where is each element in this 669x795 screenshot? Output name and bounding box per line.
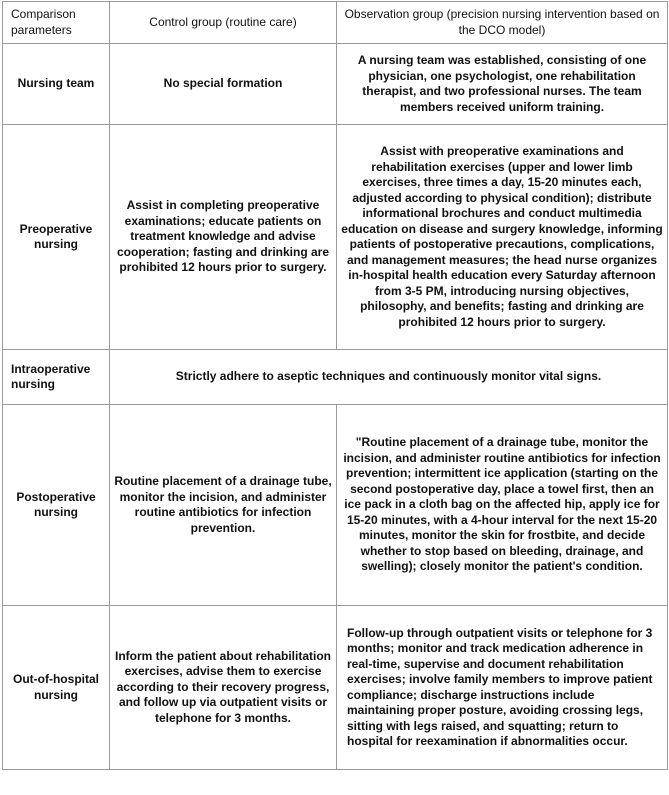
row-param-out-of-hospital: Out-of-hospital nursing: [3, 606, 110, 770]
comparison-table: [2, 1, 668, 770]
table-row: [3, 606, 668, 770]
table-row: [3, 405, 668, 606]
control-cell: Assist in completing preoperative examinations; educate patients on treatment knowledge and advise cooperation; fasting and drinking are prohibited 12 hours prior to surgery.: [110, 125, 337, 350]
row-param-nursing-team: Nursing team: [3, 44, 110, 125]
observation-cell: Assist with preoperative examinations and rehabilitation exercises (upper and lower limb exercises, three times a day, 15-20 minutes each, adjusted according to physical condition); distribute informational brochures and conduct multimedia education on disease and surgery knowledge, informing patients of postoperative precautions, complications, and management measures; the head nurse organizes in-hospital health education every Saturday afternoon from 3-5 PM, introducing nursing objectives, philosophy, and benefits; fasting and drinking are prohibited 12 hours prior to surgery.: [337, 125, 668, 350]
observation-cell: Follow-up through outpatient visits or telephone for 3 months; monitor and track medication adherence in real-time, supervise and document rehabilitation exercises; involve family members to improve patient compliance; discharge instructions include maintaining proper posture, avoiding crossing legs, sitting with legs raised, and squatting; return to hospital for reexamination if abnormalities occur.: [337, 606, 668, 770]
merged-cell: Strictly adhere to aseptic techniques and continuously monitor vital signs.: [110, 350, 668, 405]
observation-cell: "Routine placement of a drainage tube, monitor the incision, and administer routine antibiotics for infection prevention; intermittent ice application (starting on the second postoperative day, place a towel first, then an ice pack in a cloth bag on the affected hip, apply ice for 15-20 minutes, with a 4-hour interval for the next 15-20 minutes, monitor the skin for frostbite, and decide whether to stop based on bleeding, drainage, and swelling); closely monitor the patient's condition.: [337, 405, 668, 606]
control-cell: Inform the patient about rehabilitation exercises, advise them to exercise according to their recovery progress, and follow up via outpatient visits or telephone for 3 months.: [110, 606, 337, 770]
row-param-postoperative: Postoperative nursing: [3, 405, 110, 606]
header-row: [3, 2, 668, 44]
observation-cell: A nursing team was established, consisting of one physician, one psychologist, one rehabilitation therapist, and two professional nurses. The team members received uniform training.: [337, 44, 668, 125]
table-row: [3, 125, 668, 350]
control-cell: Routine placement of a drainage tube, monitor the incision, and administer routine antibiotics for infection prevention.: [110, 405, 337, 606]
header-control-group: Control group (routine care): [110, 2, 337, 44]
header-comparison-parameters: Comparison parameters: [3, 2, 110, 44]
control-cell: No special formation: [110, 44, 337, 125]
row-param-intraoperative: Intraoperative nursing: [3, 350, 110, 405]
header-observation-group: Observation group (precision nursing intervention based on the DCO model): [337, 2, 668, 44]
row-param-preoperative: Preoperative nursing: [3, 125, 110, 350]
table-row: [3, 44, 668, 125]
table-row: [3, 350, 668, 405]
